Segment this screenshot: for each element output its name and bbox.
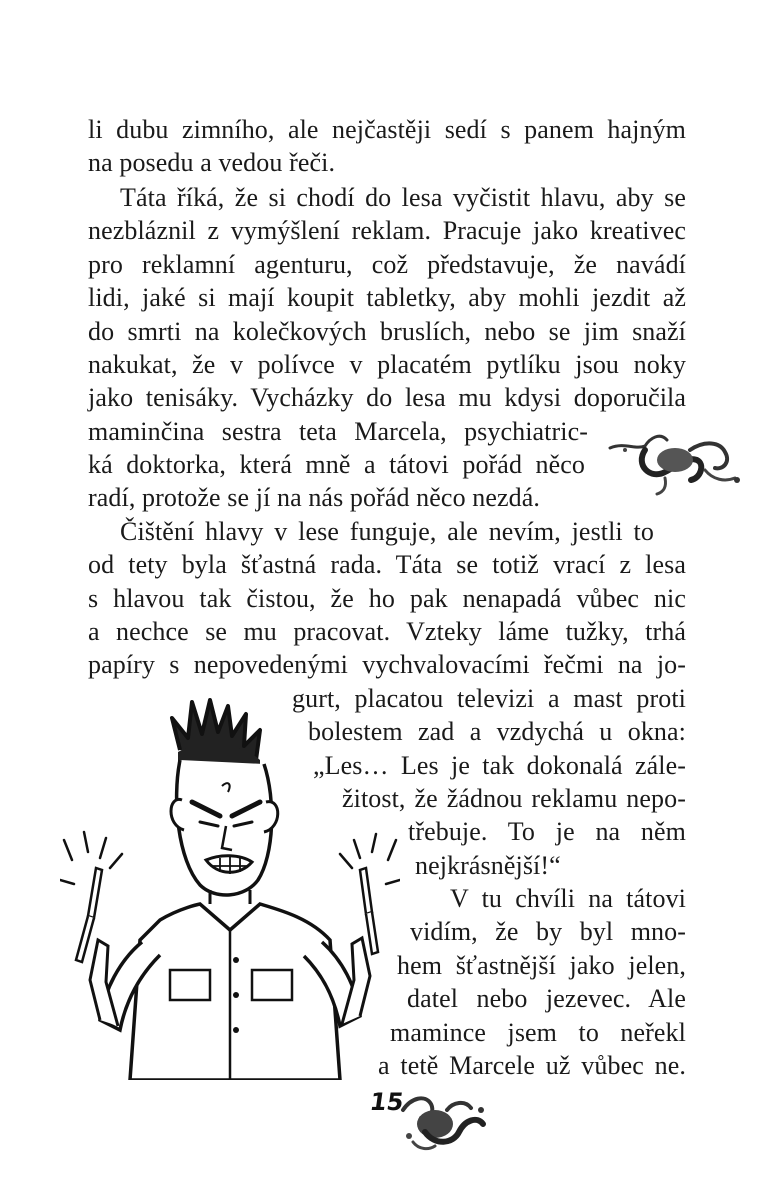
text-line: a tetě Marcele už vůbec ne. — [378, 1051, 686, 1080]
text-line: datel nebo jezevec. Ale — [407, 984, 686, 1013]
text-line: nezbláznil z vymýšlení reklam. Pracuje jako kreativec — [88, 216, 686, 245]
page-number: 15 — [368, 1088, 406, 1116]
text-line: Táta říká, že si chodí do lesa vyčistit hlavu, aby se — [120, 183, 686, 212]
text-line: jako tenisáky. Vycházky do lesa mu kdysi doporučila — [88, 383, 686, 412]
text-line: bolestem zad a vzdychá u okna: — [308, 717, 686, 746]
text-line: V tu chvíli na tátovi — [450, 884, 686, 913]
text-line: na posedu a vedou řeči. — [88, 148, 336, 177]
text-line: vidím, že by byl mno- — [410, 917, 686, 946]
text-line: od tety byla šťastná rada. Táta se totiž vrací z lesa — [88, 550, 686, 579]
angry-man-breaking-pencils — [60, 690, 400, 1080]
text-line: „Les… Les je tak dokonalá zále- — [313, 751, 686, 780]
ink-squiggle-icon — [605, 420, 745, 500]
text-line: nejkrásnější!“ — [415, 851, 561, 880]
text-line: li dubu zimního, ale nejčastěji sedí s panem hajným — [88, 115, 686, 144]
text-line: pro reklamní agenturu, což představuje, že navádí — [88, 250, 686, 279]
text-line: maminčina sestra teta Marcela, psychiatric- — [88, 417, 588, 446]
text-line: třebuje. To je na něm — [408, 817, 686, 846]
text-line: nakukat, že v polívce v placatém pytlíku jsou noky — [88, 350, 686, 379]
text-line: radí, protože se jí na nás pořád něco nezdá. — [88, 483, 540, 512]
text-line: hem šťastnější jako jelen, — [397, 951, 686, 980]
text-line: papíry s nepovedenými vychvalovacími řečmi na jo- — [88, 650, 686, 679]
text-line: mamince jsem to neřekl — [390, 1018, 686, 1047]
text-line: Čištění hlavy v lese funguje, ale nevím, jestli to — [120, 517, 654, 546]
text-line: s hlavou tak čistou, že ho pak nenapadá vůbec nic — [88, 584, 686, 613]
text-line: a nechce se mu pracovat. Vzteky láme tužky, trhá — [88, 617, 686, 646]
text-line: lidi, jaké si mají koupit tabletky, aby mohli jezdit až — [88, 283, 686, 312]
text-line: gurt, placatou televizi a mast proti — [292, 684, 686, 713]
text-line: do smrti na kolečkových bruslích, nebo se jim snaží — [88, 317, 686, 346]
text-line: ká doktorka, která mně a tátovi pořád něco — [88, 450, 585, 479]
text-line: žitost, že žádnou reklamu nepo- — [342, 784, 686, 813]
ink-splat-icon — [395, 1080, 490, 1155]
